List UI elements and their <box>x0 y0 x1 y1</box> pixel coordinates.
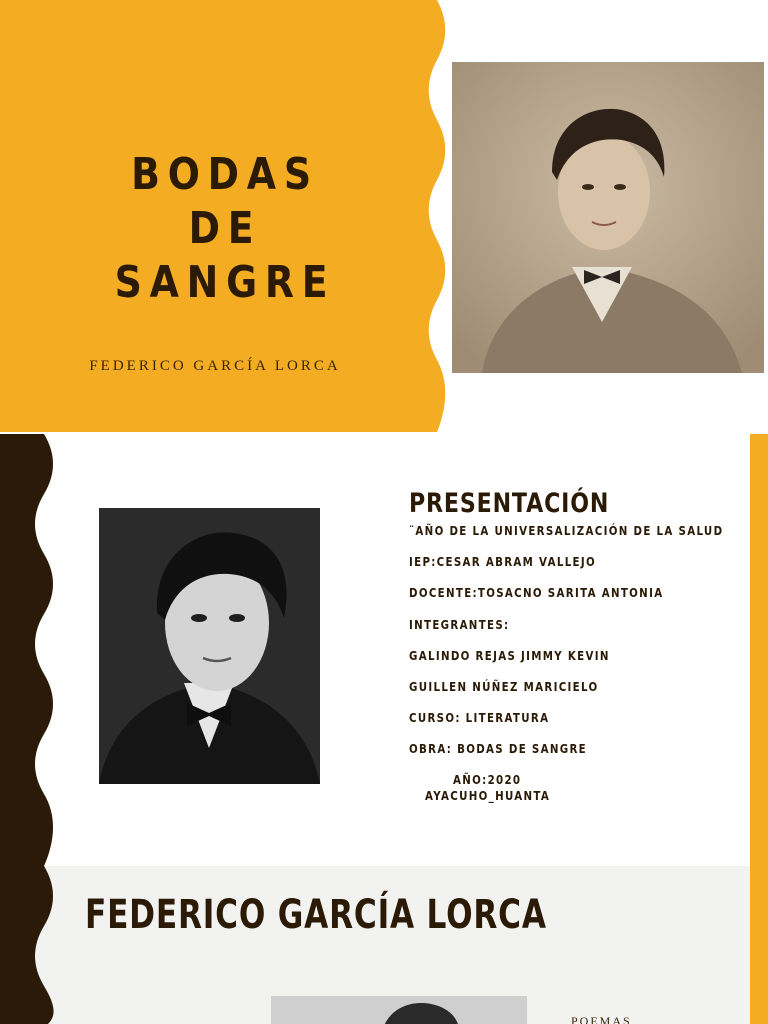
orange-side-bar <box>750 866 768 1024</box>
orange-side-bar <box>750 434 768 866</box>
dark-wave-sidebar <box>0 434 60 866</box>
slide-title <box>92 148 359 310</box>
presentation-heading: PRESENTACIÓN <box>409 488 610 519</box>
info-line-school: IEP:CESAR ABRAM VALLEJO <box>409 554 597 569</box>
author-subtitle: FEDERICO GARCÍA LORCA <box>89 358 341 374</box>
info-line-location: AYACUHO_HUANTA <box>425 788 551 803</box>
author-portrait-sepia <box>452 62 764 373</box>
info-line-year-motto: ¨AÑO DE LA UNIVERSALIZACIÓN DE LA SALUD <box>409 523 724 538</box>
author-slide <box>0 866 768 1024</box>
dark-wave-sidebar <box>0 866 60 1024</box>
info-line-member-2: GUILLEN NÚÑEZ MARICIELO <box>409 679 599 694</box>
author-heading: FEDERICO GARCÍA LORCA <box>85 892 547 938</box>
portrait-photo-icon <box>99 508 320 784</box>
info-line-member-1: GALINDO REJAS JIMMY KEVIN <box>409 648 610 663</box>
info-line-members-label: INTEGRANTES: <box>409 617 510 632</box>
title-slide <box>0 0 768 432</box>
author-portrait-bw <box>99 508 320 784</box>
portrait-photo-icon <box>452 62 764 373</box>
poems-label: POEMAS <box>571 1014 632 1024</box>
info-line-course: CURSO: LITERATURA <box>409 710 550 725</box>
info-line-teacher: DOCENTE:TOSACNO SARITA ANTONIA <box>409 585 664 600</box>
author-photo-partial <box>271 996 527 1024</box>
portrait-photo-icon <box>271 996 527 1024</box>
slide-title-line2: SANGRE <box>114 257 336 308</box>
info-line-year: AÑO:2020 <box>453 772 522 787</box>
presentation-slide <box>0 434 768 866</box>
slide-title-line1: BODAS DE <box>131 149 319 254</box>
info-line-work: OBRA: BODAS DE SANGRE <box>409 741 587 756</box>
